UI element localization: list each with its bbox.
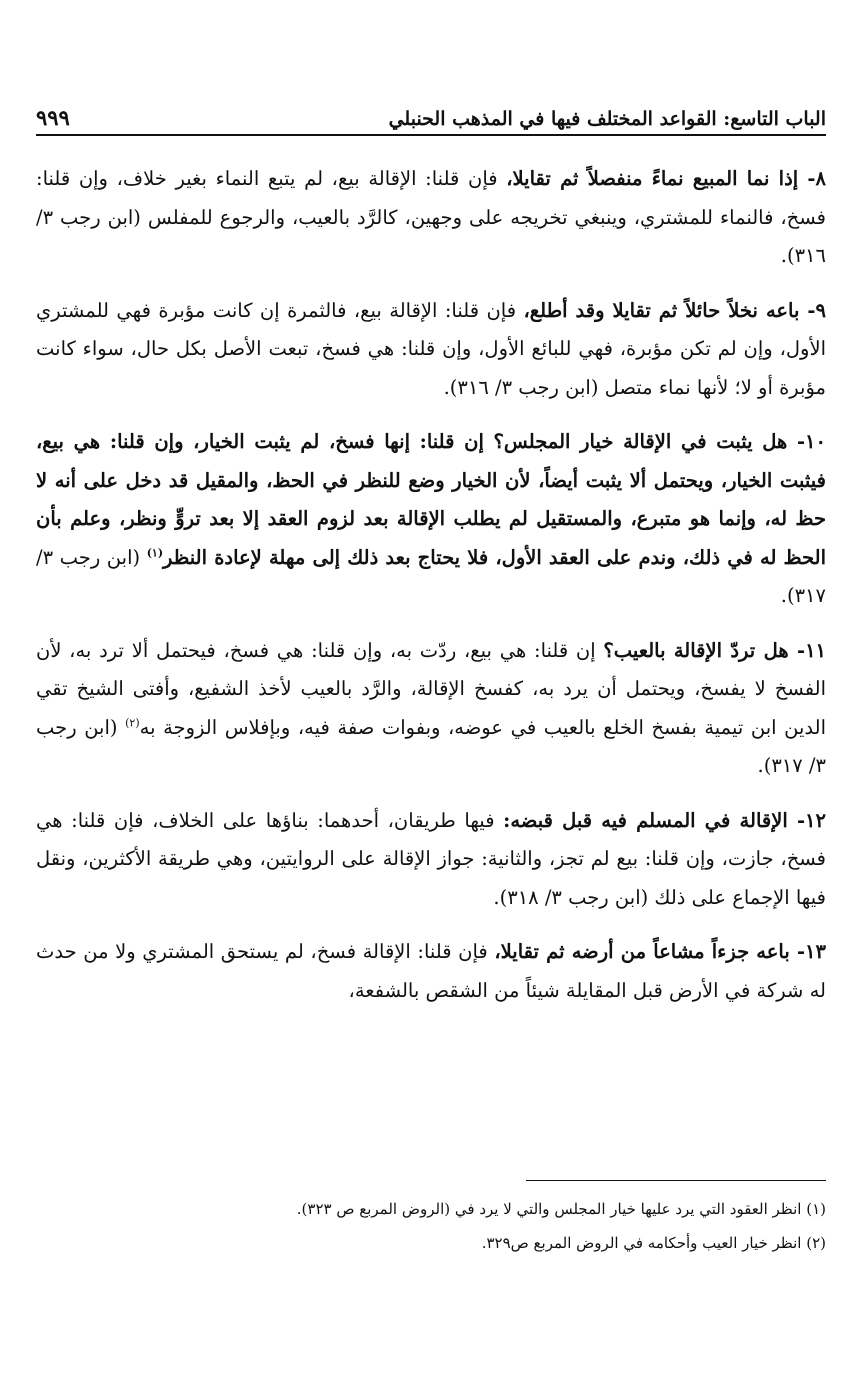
paragraph-citation: (ابن رجب ٣/ ٣١٧).: [36, 545, 826, 607]
paragraph-text: فإن قلنا: الإقالة بيع، فالثمرة إن كانت مؤبرة فهي للمشتري الأول، وإن لم تكن مؤبرة، فهي للبائع الأول، وإن قلنا: هي فسخ، تبعت الأصل بكل حال، سواء كانت مؤبرة أو لا؛ لأنها نماء متصل (ابن رجب ٣/ ٣١٦).: [36, 298, 826, 399]
body-text: [36, 160, 826, 1026]
paragraph-text: فإن قلنا: الإقالة فسخ، لم يستحق المشتري ولا من حدث له شركة في الأرض قبل المقايلة شيئاً من الشقص بالشفعة،: [36, 940, 826, 1002]
paragraph-text: فيها طريقان، أحدهما: بناؤها على الخلاف، فإن قلنا: هي فسخ، جازت، وإن قلنا: بيع لم تجز، والثانية: جواز الإقالة على الروايتين، وهي طريقة الأكثرين، ونقل فيها الإجماع على ذلك (ابن رجب ٣/ ٣١٨).: [36, 808, 826, 909]
paragraph-text: فإن قلنا: الإقالة بيع، لم يتبع النماء بغير خلاف، وإن قلنا: فسخ، فالنماء للمشتري، وينبغي تخريجه على وجهين، كالرَّد بالعيب، والرجوع للمفلس (ابن رجب ٣/ ٣١٦).: [36, 167, 826, 267]
paragraph-lead: ٨- إذا نما المبيع نماءً منفصلاً ثم تقايلا،: [506, 167, 826, 190]
paragraph-lead: ١٣- باعه جزءاً مشاعاً من أرضه ثم تقايلا،: [494, 940, 826, 963]
paragraph-10: [36, 423, 826, 616]
footnote-1: (١) انظر العقود التي يرد عليها خيار المجلس والتي لا يرد في (الروض المربع ص ٣٢٣).: [296, 1200, 826, 1218]
paragraph-lead: ١١- هل تردّ الإقالة بالعيب؟: [603, 638, 827, 662]
page-header: [36, 92, 826, 136]
paragraph-text: ١٠- هل يثبت في الإقالة خيار المجلس؟ إن قلنا: إنها فسخ، لم يثبت الخيار، وإن قلنا: هي بيع، فيثبت الخيار، ويحتمل ألا يثبت أيضاً، لأن الخيار وضع للنظر في الحظ، والمقيل قد دخل على أنه لا حظ له، وإنما هو متبرع، والمستقيل لم يطلب الإقالة بعد لزوم العقد إلا بعد تروٍّ ونظر، وعلم بأن الحظ له في ذلك، وندم على العقد الأول، فلا يحتاج بعد ذلك إلى مهلة لإعادة النظر: [36, 430, 827, 569]
running-title: الباب التاسع: القواعد المختلف فيها في المذهب الحنبلي: [388, 108, 826, 130]
paragraph-8: [36, 160, 826, 276]
paragraph-citation: (ابن رجب ٣/ ٣١٧).: [36, 715, 826, 777]
paragraph-9: [36, 292, 826, 408]
paragraph-13: [36, 933, 826, 1010]
footnote-ref[interactable]: (١): [146, 546, 164, 559]
footnotes: [36, 1192, 826, 1260]
footnote-divider: [526, 1180, 826, 1181]
paragraph-11: [36, 632, 826, 786]
paragraph-lead: ٩- باعه نخلاً حائلاً ثم تقايلا وقد أطلع،: [523, 298, 826, 322]
paragraph-12: [36, 802, 826, 918]
paragraph-text: إن قلنا: هي بيع، ردّت به، وإن قلنا: هي فسخ، فيحتمل ألا ترد به، لأن الفسخ لا يفسخ، ويحتمل أن يرد به، كفسخ الإقالة، والرَّد بالعيب لأخذ الشفيع، وأفتى الشيخ تقي الدين ابن تيمية بفسخ الخلع بالعيب في عوضه، وبفوات صفة فيه، وبإفلاس الزوجة به: [36, 638, 826, 739]
footnote-ref[interactable]: (٢): [125, 716, 140, 729]
footnote-2: (٢) انظر خيار العيب وأحكامه في الروض المربع ص٣٢٩.: [481, 1234, 826, 1252]
paragraph-lead: ١٢- الإقالة في المسلم فيه قبل قبضه:: [503, 808, 826, 832]
page-number: ٩٩٩: [36, 105, 70, 130]
